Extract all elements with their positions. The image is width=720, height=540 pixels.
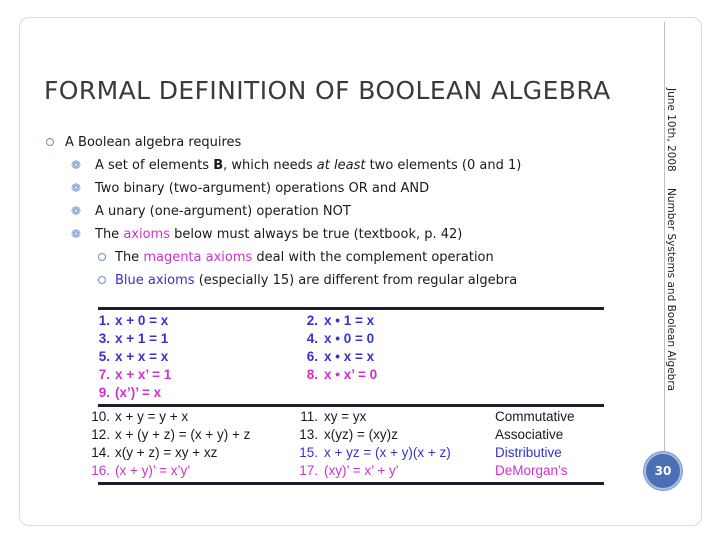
item1-text: A set of elements (95, 158, 214, 173)
bullet-item-4 (44, 223, 521, 246)
axiom-number: 3. (98, 331, 110, 346)
axiom-number: 4. (306, 331, 318, 346)
item3-text: A unary (one-argument) operation NOT (95, 204, 351, 219)
sub1-highlight: magenta axioms (143, 250, 253, 265)
axiom-right: x • 1 = x (324, 313, 375, 328)
axiom-number: 10. (91, 409, 110, 424)
axiom-number: 9. (98, 385, 110, 400)
axiom-right: x • x = x (324, 349, 375, 364)
axiom-right: x + yz = (x + y)(x + z) (324, 445, 451, 460)
bullet-item-1 (44, 154, 521, 177)
axiom-number: 11. (300, 409, 318, 424)
item1-mid: , which needs (223, 158, 317, 173)
axiom-left: (x + y)’ = x’y’ (115, 463, 191, 478)
axiom-number: 7. (98, 367, 110, 382)
scroll-bullet-icon: ❁ (71, 158, 82, 172)
axiom-number: 1. (98, 313, 110, 328)
axiom-left: (x’)’ = x (115, 385, 162, 400)
axiom-number: 14. (91, 445, 110, 460)
axiom-table (91, 307, 604, 485)
scroll-bullet-icon: ❁ (71, 181, 82, 195)
bullet-item-2 (44, 177, 521, 200)
item4-pre: The (95, 227, 124, 242)
item4-post: below must always be true (textbook, p. 42) (169, 227, 463, 242)
axiom-right: (xy)’ = x’ + y’ (324, 463, 399, 478)
bullet-item-3 (44, 200, 521, 223)
sub2-post: (especially 15) are different from regular algebra (194, 273, 518, 288)
axiom-left: x + y = y + x (115, 409, 189, 424)
axiom-law-name: Commutative (495, 409, 575, 424)
axiom-right: x • x’ = 0 (324, 367, 378, 382)
axiom-number: 17. (299, 463, 318, 478)
axiom-law-name: Associative (495, 427, 564, 442)
scroll-bullet-icon: ❁ (71, 204, 82, 218)
item1-set-name: B (213, 158, 224, 173)
sub-bullet-1 (44, 246, 521, 269)
scroll-bullet-icon: ❁ (71, 227, 82, 241)
axiom-number: 16. (91, 463, 110, 478)
sub1-post: deal with the complement operation (252, 250, 494, 265)
ring-bullet-icon (98, 276, 106, 284)
bullet-list (44, 131, 521, 292)
axiom-right: x(yz) = (xy)z (324, 427, 398, 442)
table-mid-rule (98, 404, 604, 407)
axiom-number: 13. (299, 427, 318, 442)
axiom-left: x + x = x (115, 349, 169, 364)
axiom-number: 2. (306, 313, 318, 328)
table-bottom-rule (98, 482, 604, 485)
axiom-law-name: Distributive (495, 445, 562, 460)
axiom-left: x + x’ = 1 (115, 367, 172, 382)
axiom-number: 12. (91, 427, 110, 442)
axiom-number: 6. (306, 349, 318, 364)
axiom-left: x + (y + z) = (x + y) + z (115, 427, 251, 442)
item2-text: Two binary (two-argument) operations OR and AND (95, 181, 430, 196)
axiom-left: x + 0 = x (115, 313, 169, 328)
axiom-right: xy = yx (324, 409, 367, 424)
axiom-left: x(y + z) = xy + xz (115, 445, 218, 460)
slide-title: FORMAL DEFINITION OF BOOLEAN ALGEBRA (44, 76, 611, 105)
side-topic: Number Systems and Boolean Algebra (665, 188, 677, 392)
axiom-left: x + 1 = 1 (115, 331, 169, 346)
sub1-pre: The (115, 250, 144, 265)
table-top-rule (98, 307, 604, 310)
bullet-intro (44, 131, 521, 154)
axiom-number: 15. (299, 445, 318, 460)
item1-post: two elements (0 and 1) (365, 158, 522, 173)
axiom-law-name: DeMorgan’s (495, 463, 568, 478)
axiom-number: 5. (98, 349, 110, 364)
ring-bullet-icon (46, 138, 54, 146)
item4-axioms: axioms (123, 227, 170, 242)
page-number-badge: 30 (644, 452, 682, 490)
item1-emphasis: at least (316, 158, 366, 173)
side-date: June 10th, 2008 (665, 88, 677, 172)
ring-bullet-icon (98, 253, 106, 261)
axiom-right: x • 0 = 0 (324, 331, 375, 346)
sub2-highlight: Blue axioms (115, 273, 195, 288)
sub-bullet-2 (44, 269, 521, 292)
intro-text: A Boolean algebra requires (65, 135, 242, 150)
axiom-number: 8. (306, 367, 318, 382)
